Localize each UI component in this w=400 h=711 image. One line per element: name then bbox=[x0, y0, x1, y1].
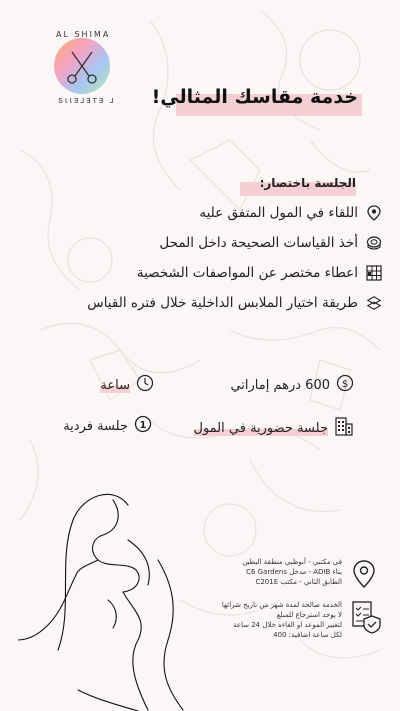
clock-icon bbox=[136, 374, 154, 396]
location-type-text: جلسة حضورية في المول bbox=[193, 420, 328, 436]
duration-text: ساعة bbox=[100, 377, 130, 393]
section-title-wrap bbox=[260, 176, 356, 190]
checklist-shield-icon bbox=[350, 600, 382, 638]
terms-line: الخدمة صالحة لمدة شهر من تاريخ شرائها bbox=[221, 601, 342, 609]
clothes-selection-icon bbox=[366, 295, 382, 311]
list-item-text: طريقة اختيار الملابس الداخلية خلال فتره القياس bbox=[87, 295, 358, 311]
address-line: بناء ADIB - مدخل C6 Gardens bbox=[246, 568, 342, 576]
dirham-coin-icon bbox=[336, 374, 354, 396]
price-text: 600 درهم إماراتي bbox=[230, 377, 330, 393]
list-item bbox=[87, 292, 382, 314]
list-item-text: اللقاء في المول المتفق عليه bbox=[199, 205, 358, 221]
terms-block bbox=[142, 600, 342, 640]
address-line: الطابق الثاني - مكتب C201E bbox=[255, 578, 342, 586]
svg-text:$: $ bbox=[341, 379, 349, 390]
terms-line: لا يوجد استرجاع للمبلغ bbox=[276, 611, 342, 619]
terms-line: لتغيير الموعد او الغاءه خلال 24 ساعة bbox=[233, 621, 342, 629]
location-type-info bbox=[194, 415, 355, 441]
svg-text:1: 1 bbox=[139, 420, 147, 431]
session-type-info bbox=[63, 415, 152, 437]
duration-info bbox=[100, 374, 154, 396]
terms-line: لكل ساعة اضافية: 400 bbox=[273, 631, 342, 639]
address-block bbox=[142, 557, 342, 587]
page-title-wrap bbox=[152, 86, 362, 116]
session-type-text: جلسة فردية bbox=[63, 418, 128, 434]
section-title: الجلسة باختصار: bbox=[259, 176, 356, 190]
address-line: في مكتبي - أبوظبي منطقة البطين bbox=[242, 558, 342, 566]
price-info bbox=[230, 374, 354, 396]
logo-top-text: AL SHIMA bbox=[56, 30, 111, 39]
list-item bbox=[137, 262, 382, 284]
map-pin-icon bbox=[352, 559, 376, 593]
page-title: خدمة مقاسك المثالي! bbox=[151, 86, 358, 108]
list-item bbox=[199, 202, 382, 224]
list-item-text: اعطاء مختصر عن المواصفات الشخصية bbox=[136, 265, 358, 281]
measuring-tape-icon bbox=[366, 235, 382, 251]
location-pin-icon bbox=[366, 205, 382, 221]
building-icon bbox=[334, 415, 354, 441]
list-item-text: أخذ القياسات الصحيحة داخل المحل bbox=[159, 235, 358, 251]
logo-bottom-text: ՏƖƖƎ⅃ƎTƎ ⅃ bbox=[58, 97, 116, 105]
number-one-icon bbox=[134, 415, 152, 437]
grid-document-icon bbox=[366, 265, 382, 281]
list-item bbox=[159, 232, 382, 254]
